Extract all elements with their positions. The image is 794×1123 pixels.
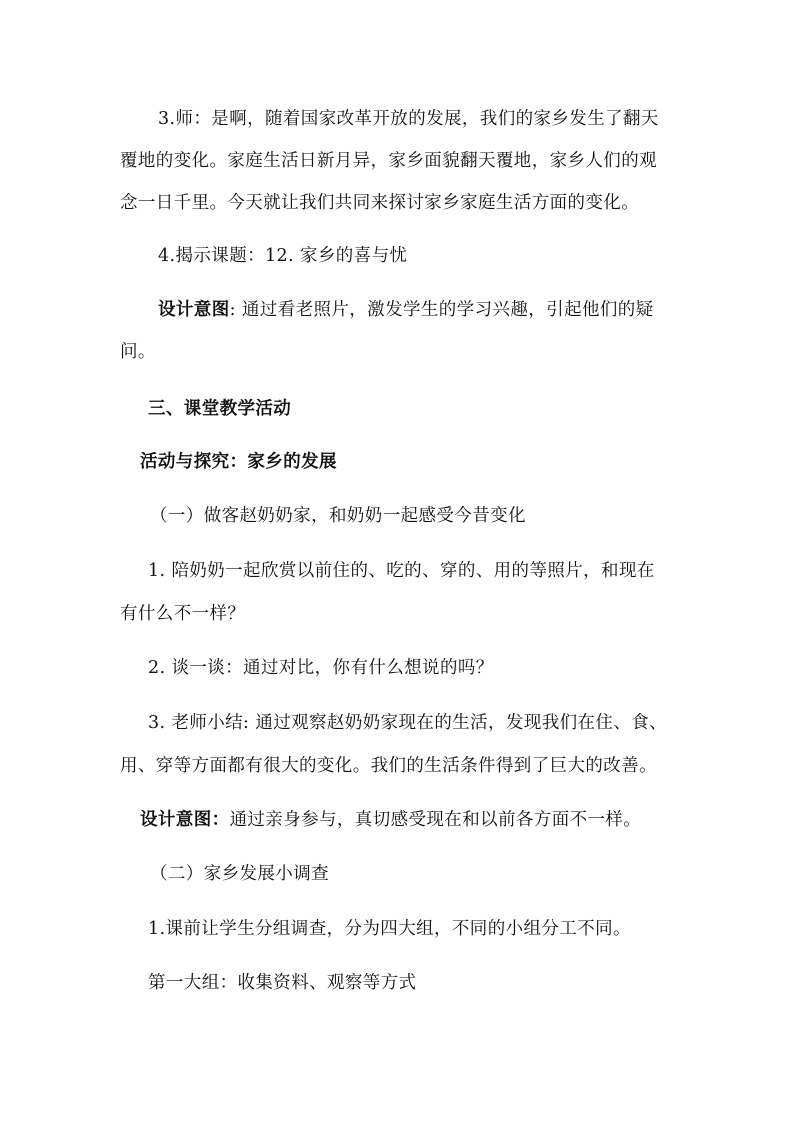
paragraph-design-intent-2 — [140, 808, 641, 832]
activity-heading: 活动与探究：家乡的发展 — [140, 452, 337, 472]
paragraph-design-intent-1 — [158, 298, 654, 322]
paragraph-design-intent-1-line-2: 问。 — [120, 342, 156, 362]
paragraph-summary-line-1: 3. 老师小结: 通过观察赵奶奶家现在的生活，发现我们在住、食、 — [148, 713, 668, 733]
paragraph-teacher-line-1: 3.师：是啊，随着国家改革开放的发展，我们的家乡发生了翻天 — [158, 109, 659, 129]
paragraph-teacher-line-2: 覆地的变化。家庭生活日新月异，家乡面貌翻天覆地，家乡人们的观 — [120, 151, 657, 171]
paragraph-group-one: 第一大组：收集资料、观察等方式 — [148, 973, 417, 993]
design-intent-label: 设计意图： — [140, 810, 230, 830]
design-intent-text: 通过亲身参与，真切感受现在和以前各方面不一样。 — [229, 810, 642, 830]
paragraph-photos-line-2: 有什么不一样？ — [120, 604, 246, 624]
section-heading-classroom-activities: 三、课堂教学活动 — [148, 399, 292, 419]
paragraph-group-survey: 1.课前让学生分组调查，分为四大组，不同的小组分工不同。 — [148, 919, 631, 939]
paragraph-discuss: 2. 谈一谈：通过对比，你有什么想说的吗？ — [148, 658, 494, 678]
paragraph-teacher-line-3: 念一日千里。今天就让我们共同来探讨家乡家庭生活方面的变化。 — [120, 193, 640, 213]
design-intent-text: : 通过看老照片，激发学生的学习兴趣，引起他们的疑 — [229, 300, 654, 320]
paragraph-lesson-topic: 4.揭示课题：12. 家乡的喜与忧 — [158, 246, 408, 266]
subsection-hometown-survey: （二）家乡发展小调查 — [150, 864, 329, 884]
subsection-visit-grandma: （一）做客赵奶奶家，和奶奶一起感受今昔变化 — [150, 506, 526, 526]
paragraph-summary-line-2: 用、穿等方面都有很大的变化。我们的生活条件得到了巨大的改善。 — [120, 756, 657, 776]
paragraph-photos-line-1: 1. 陪奶奶一起欣赏以前住的、吃的、穿的、用的等照片，和现在 — [148, 561, 655, 581]
design-intent-label: 设计意图 — [158, 300, 230, 320]
